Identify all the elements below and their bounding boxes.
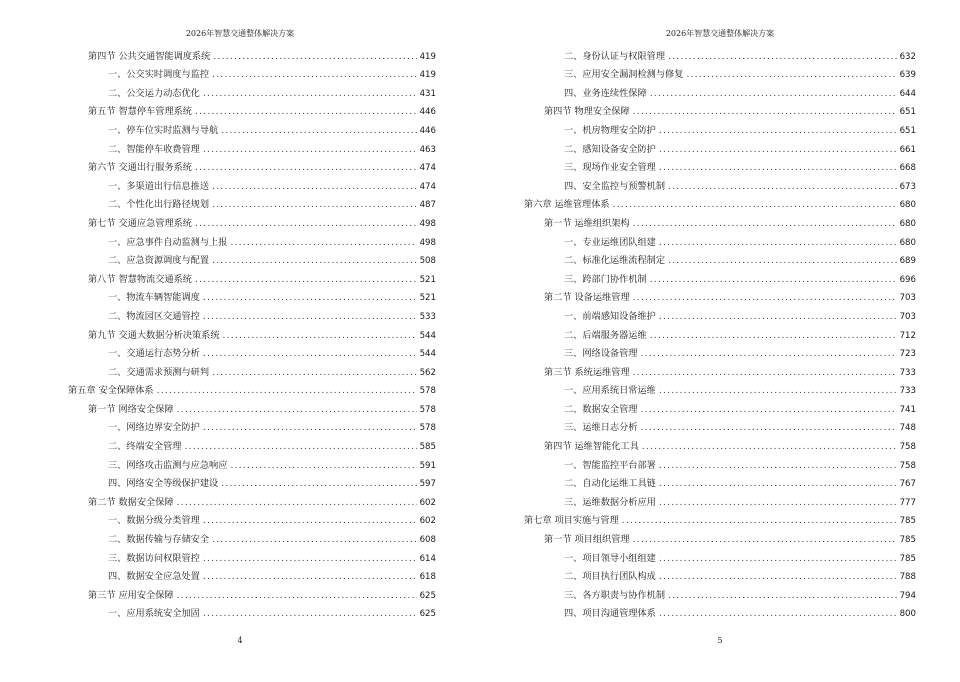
- toc-entry-page: 668: [899, 163, 916, 174]
- toc-entry-page: 431: [419, 88, 436, 99]
- dot-leader: [650, 88, 897, 100]
- toc-entry-page: 703: [899, 311, 916, 322]
- toc-entry[interactable]: [524, 44, 916, 63]
- toc-entry-page: 680: [899, 200, 916, 211]
- toc-entry-page: 644: [899, 88, 916, 99]
- toc-entry-page: 673: [899, 181, 916, 192]
- toc-entry-page: 446: [419, 125, 436, 136]
- toc-entry-title: 四、数据安全应急处置: [108, 571, 200, 583]
- toc-entry-page: 521: [419, 293, 436, 304]
- toc-entry-page: 544: [419, 330, 436, 341]
- toc-entry-page: 733: [899, 386, 916, 397]
- dot-leader: [633, 106, 897, 118]
- toc-entry-page: 758: [899, 460, 916, 471]
- toc-entry-title: 一、项目领导小组组建: [564, 552, 656, 564]
- toc-entry[interactable]: [68, 193, 436, 212]
- toc-entry-page: 741: [899, 404, 916, 415]
- toc-entry-page: 777: [899, 497, 916, 508]
- dot-leader: [203, 515, 417, 527]
- toc-entry-title: 一、应用系统安全加固: [108, 608, 200, 620]
- dot-leader: [650, 330, 897, 342]
- toc-entry-page: 578: [419, 404, 436, 415]
- toc-entry-page: 748: [899, 423, 916, 434]
- toc-entry-title: 二、个性化出行路径规划: [108, 199, 210, 211]
- dot-leader: [659, 162, 897, 174]
- dot-leader: [203, 311, 417, 323]
- dot-leader: [659, 311, 897, 323]
- toc-entry-page: 703: [899, 293, 916, 304]
- toc-entry[interactable]: [524, 230, 916, 249]
- dot-leader: [203, 144, 417, 156]
- dot-leader: [668, 181, 897, 193]
- toc-entry[interactable]: [68, 565, 436, 584]
- toc-entry[interactable]: [524, 453, 916, 472]
- toc-entry[interactable]: [68, 100, 436, 119]
- toc-entry[interactable]: [524, 472, 916, 491]
- toc-entry-page: 544: [419, 349, 436, 360]
- dot-leader: [213, 51, 416, 63]
- toc-entry[interactable]: [68, 472, 436, 491]
- toc-entry-page: 585: [419, 442, 436, 453]
- toc-entry[interactable]: [68, 583, 436, 602]
- dot-leader: [668, 51, 897, 63]
- toc-entry[interactable]: [524, 583, 916, 602]
- toc-entry-title: 二、智能停车收费管理: [108, 143, 200, 155]
- toc-entry-page: 785: [899, 553, 916, 564]
- toc-entry-title: 二、项目执行团队构成: [564, 571, 656, 583]
- toc-entry-title: 二、交通需求预测与研判: [108, 366, 210, 378]
- toc-entry[interactable]: [524, 81, 916, 100]
- toc-entry-page: 651: [899, 125, 916, 136]
- toc-entry[interactable]: [524, 490, 916, 509]
- dot-leader: [212, 534, 417, 546]
- dot-leader: [642, 441, 897, 453]
- toc-entry[interactable]: [68, 249, 436, 268]
- toc-entry-title: 第四节 公共交通智能调度系统: [88, 50, 211, 62]
- dot-leader: [659, 497, 897, 509]
- toc-entry[interactable]: [524, 63, 916, 82]
- toc-entry-title: 一、应急事件自动监测与上报: [108, 236, 228, 248]
- toc-entry-page: 733: [899, 367, 916, 378]
- toc-entry-page: 625: [419, 609, 436, 620]
- toc-entry[interactable]: [524, 267, 916, 286]
- toc-entry[interactable]: [524, 527, 916, 546]
- page-header: 2026年智慧交通整体解决方案: [665, 29, 775, 38]
- toc-entry-page: 419: [419, 51, 436, 62]
- toc-entry-page: 498: [419, 237, 436, 248]
- toc-entry-title: 第九节 交通大数据分析决策系统: [88, 329, 220, 341]
- toc-entry[interactable]: [68, 137, 436, 156]
- toc-entry[interactable]: [68, 527, 436, 546]
- toc-entry[interactable]: [68, 44, 436, 63]
- dot-leader: [212, 199, 417, 211]
- toc-entry-title: 第五节 智慧停车管理系统: [88, 106, 192, 118]
- dot-leader: [195, 274, 417, 286]
- toc-entry[interactable]: [68, 434, 436, 453]
- toc-entry-title: 四、安全监控与预警机制: [564, 180, 666, 192]
- toc-entry[interactable]: [68, 156, 436, 175]
- right-page: [480, 0, 960, 682]
- toc-entry-title: 二、应急资源调度与配置: [108, 255, 210, 267]
- toc-entry-page: 591: [419, 460, 436, 471]
- toc-entry[interactable]: [68, 286, 436, 305]
- toc-entry-page: 639: [899, 70, 916, 81]
- dot-leader: [203, 348, 417, 360]
- toc-entry-page: 562: [419, 367, 436, 378]
- toc-entry[interactable]: [524, 565, 916, 584]
- toc-entry-title: 第一节 运维组织架构: [544, 217, 630, 229]
- toc-entry-page: 651: [899, 107, 916, 118]
- toc-entry-page: 463: [419, 144, 436, 155]
- toc-entry-page: 614: [419, 553, 436, 564]
- dot-leader: [668, 255, 897, 267]
- toc-entry-title: 二、终端安全管理: [108, 441, 182, 453]
- toc-entry-title: 三、运维日志分析: [564, 422, 638, 434]
- toc-entry-title: 第三节 系统运维管理: [544, 366, 630, 378]
- dot-leader: [203, 88, 417, 100]
- toc-entry-title: 一、交通运行态势分析: [108, 348, 200, 360]
- toc-entry-title: 第四节 物理安全保障: [544, 106, 630, 118]
- toc-entry[interactable]: [524, 360, 916, 379]
- toc-entry-page: 602: [419, 497, 436, 508]
- toc-entry-page: 785: [899, 516, 916, 527]
- dot-leader: [633, 292, 897, 304]
- toc-entry-title: 二、感知设备安全防护: [564, 143, 656, 155]
- toc-entry[interactable]: [68, 118, 436, 137]
- toc-entry-page: 618: [419, 572, 436, 583]
- toc-entry-title: 一、公交实时调度与监控: [108, 69, 210, 81]
- dot-leader: [212, 367, 417, 379]
- dot-leader: [221, 478, 416, 490]
- toc-entry-title: 二、身份认证与权限管理: [564, 50, 666, 62]
- toc-entry-title: 第三节 应用安全保障: [88, 589, 174, 601]
- toc-entry-title: 一、停车位实时监测与导航: [108, 124, 219, 136]
- toc-entry[interactable]: [524, 286, 916, 305]
- toc-entry-page: 767: [899, 479, 916, 490]
- toc-entry-title: 第四节 运维智能化工具: [544, 441, 639, 453]
- dot-leader: [668, 590, 897, 602]
- dot-leader: [195, 162, 417, 174]
- toc-entry[interactable]: [68, 602, 436, 621]
- dot-leader: [659, 460, 897, 472]
- toc-entry-page: 680: [899, 237, 916, 248]
- toc-entry-title: 第二节 数据安全保障: [88, 496, 174, 508]
- toc-entry-page: 661: [899, 144, 916, 155]
- dot-leader: [203, 422, 417, 434]
- dot-leader: [659, 237, 897, 249]
- toc-entry-title: 一、数据分级分类管理: [108, 515, 200, 527]
- toc-entry[interactable]: [524, 546, 916, 565]
- dot-leader: [659, 478, 897, 490]
- toc-entry[interactable]: [68, 81, 436, 100]
- toc-entry[interactable]: [524, 156, 916, 175]
- toc-entry-page: 723: [899, 349, 916, 360]
- toc-entry[interactable]: [68, 416, 436, 435]
- dot-leader: [659, 608, 897, 620]
- toc-entry-title: 第二节 设备运维管理: [544, 292, 630, 304]
- toc-entry[interactable]: [524, 434, 916, 453]
- toc-entry-title: 第六章 运维管理体系: [524, 199, 610, 211]
- page-number: 5: [717, 636, 723, 645]
- toc-entry-title: 三、跨部门协作机制: [564, 273, 647, 285]
- toc-entry-title: 四、项目沟通管理体系: [564, 608, 656, 620]
- toc-entry-title: 三、应用安全漏洞检测与修复: [564, 69, 684, 81]
- toc-entry-title: 第一节 项目组织管理: [544, 534, 630, 546]
- toc-entry-title: 一、多渠道出行信息推送: [108, 180, 210, 192]
- dot-leader: [223, 330, 417, 342]
- toc-entry[interactable]: [68, 360, 436, 379]
- toc-entry[interactable]: [524, 193, 916, 212]
- toc-entry-title: 三、网络攻击监测与应急响应: [108, 459, 228, 471]
- dot-leader: [641, 404, 897, 416]
- toc-entry-page: 597: [419, 479, 436, 490]
- dot-leader: [230, 237, 416, 249]
- toc-entry[interactable]: [524, 174, 916, 193]
- toc-entry[interactable]: [524, 304, 916, 323]
- dot-leader: [195, 218, 417, 230]
- toc-entry-page: 474: [419, 181, 436, 192]
- dot-leader: [659, 125, 897, 137]
- toc-entry[interactable]: [524, 100, 916, 119]
- toc-list: [68, 44, 436, 620]
- toc-entry-page: 446: [419, 107, 436, 118]
- toc-entry[interactable]: [68, 490, 436, 509]
- toc-entry[interactable]: [68, 546, 436, 565]
- toc-entry-title: 一、专业运维团队组建: [564, 236, 656, 248]
- toc-entry-title: 二、标准化运维流程制定: [564, 255, 666, 267]
- toc-entry-page: 788: [899, 572, 916, 583]
- toc-entry-title: 二、物流园区交通管控: [108, 310, 200, 322]
- toc-entry[interactable]: [524, 323, 916, 342]
- dot-leader: [230, 460, 416, 472]
- toc-entry-title: 一、机房物理安全防护: [564, 124, 656, 136]
- toc-entry[interactable]: [68, 342, 436, 361]
- toc-entry-page: 487: [419, 200, 436, 211]
- toc-entry[interactable]: [68, 453, 436, 472]
- toc-entry[interactable]: [68, 211, 436, 230]
- dot-leader: [185, 441, 417, 453]
- toc-entry-title: 二、公交运力动态优化: [108, 87, 200, 99]
- dot-leader: [203, 553, 417, 565]
- dot-leader: [659, 553, 897, 565]
- toc-entry-page: 800: [899, 609, 916, 620]
- toc-entry-title: 四、网络安全等级保护建设: [108, 478, 219, 490]
- toc-entry-title: 一、网络边界安全防护: [108, 422, 200, 434]
- toc-entry[interactable]: [524, 397, 916, 416]
- dot-leader: [203, 608, 417, 620]
- dot-leader: [203, 571, 417, 583]
- toc-entry-title: 三、各方职责与协作机制: [564, 589, 666, 601]
- dot-leader: [641, 348, 897, 360]
- dot-leader: [221, 125, 416, 137]
- toc-entry-page: 533: [419, 311, 436, 322]
- toc-entry-title: 一、智能监控平台部署: [564, 459, 656, 471]
- toc-entry-page: 632: [899, 51, 916, 62]
- dot-leader: [212, 181, 417, 193]
- toc-entry[interactable]: [524, 602, 916, 621]
- toc-entry-page: 689: [899, 256, 916, 267]
- toc-entry-page: 794: [899, 590, 916, 601]
- toc-entry[interactable]: [68, 397, 436, 416]
- toc-entry[interactable]: [524, 416, 916, 435]
- toc-entry[interactable]: [68, 230, 436, 249]
- toc-entry-page: 696: [899, 274, 916, 285]
- dot-leader: [195, 106, 417, 118]
- toc-entry-title: 第七章 项目实施与管理: [524, 515, 619, 527]
- toc-entry[interactable]: [68, 304, 436, 323]
- toc-entry-title: 二、数据传输与存储安全: [108, 534, 210, 546]
- toc-entry[interactable]: [68, 379, 436, 398]
- dot-leader: [641, 422, 897, 434]
- toc-entry-title: 二、后端服务器运维: [564, 329, 647, 341]
- toc-entry-page: 608: [419, 535, 436, 546]
- toc-entry-page: 474: [419, 163, 436, 174]
- toc-entry-title: 三、数据访问权限管控: [108, 552, 200, 564]
- toc-entry[interactable]: [68, 323, 436, 342]
- toc-entry-page: 712: [899, 330, 916, 341]
- toc-entry-title: 四、业务连续性保障: [564, 87, 647, 99]
- toc-entry-page: 498: [419, 218, 436, 229]
- toc-entry-title: 三、现场作业安全管理: [564, 162, 656, 174]
- toc-entry-title: 第六节 交通出行服务系统: [88, 162, 192, 174]
- toc-entry[interactable]: [524, 509, 916, 528]
- toc-entry-page: 578: [419, 423, 436, 434]
- toc-entry-title: 三、运维数据分析应用: [564, 496, 656, 508]
- toc-entry[interactable]: [524, 342, 916, 361]
- toc-entry-page: 508: [419, 256, 436, 267]
- toc-entry-page: 785: [899, 535, 916, 546]
- dot-leader: [212, 255, 417, 267]
- page-header: 2026年智慧交通整体解决方案: [185, 29, 295, 38]
- toc-entry[interactable]: [524, 118, 916, 137]
- dot-leader: [613, 199, 897, 211]
- toc-entry-page: 578: [419, 386, 436, 397]
- toc-entry-page: 521: [419, 274, 436, 285]
- dot-leader: [633, 534, 897, 546]
- toc-entry-title: 第七节 交通应急管理系统: [88, 217, 192, 229]
- toc-entry-title: 二、自动化运维工具链: [564, 478, 656, 490]
- toc-entry[interactable]: [524, 249, 916, 268]
- dot-leader: [177, 404, 417, 416]
- dot-leader: [686, 69, 896, 81]
- toc-entry-page: 625: [419, 590, 436, 601]
- dot-leader: [177, 497, 417, 509]
- toc-entry[interactable]: [68, 267, 436, 286]
- toc-entry-title: 一、应用系统日常运维: [564, 385, 656, 397]
- toc-entry-title: 三、网络设备管理: [564, 348, 638, 360]
- toc-entry-page: 758: [899, 442, 916, 453]
- toc-entry-title: 第一节 网络安全保障: [88, 403, 174, 415]
- dot-leader: [659, 571, 897, 583]
- toc-entry-title: 一、物流车辆智能调度: [108, 292, 200, 304]
- toc-entry[interactable]: [524, 379, 916, 398]
- toc-entry[interactable]: [68, 63, 436, 82]
- dot-leader: [633, 218, 897, 230]
- toc-entry-title: 二、数据安全管理: [564, 403, 638, 415]
- toc-list: [524, 44, 916, 620]
- dot-leader: [659, 144, 897, 156]
- toc-entry-title: 第五章 安全保障体系: [68, 385, 154, 397]
- toc-entry-page: 419: [419, 70, 436, 81]
- dot-leader: [659, 385, 897, 397]
- dot-leader: [633, 367, 897, 379]
- toc-entry[interactable]: [68, 509, 436, 528]
- toc-entry-page: 602: [419, 516, 436, 527]
- toc-entry[interactable]: [68, 174, 436, 193]
- toc-entry-title: 一、前端感知设备维护: [564, 310, 656, 322]
- dot-leader: [650, 274, 897, 286]
- toc-entry-title: 第八节 智慧物流交通系统: [88, 273, 192, 285]
- dot-leader: [177, 590, 417, 602]
- page-number: 4: [237, 636, 243, 645]
- dot-leader: [203, 292, 417, 304]
- toc-entry[interactable]: [524, 137, 916, 156]
- toc-entry[interactable]: [524, 211, 916, 230]
- dot-leader: [212, 69, 417, 81]
- toc-entry-page: 680: [899, 218, 916, 229]
- dot-leader: [622, 515, 897, 527]
- dot-leader: [157, 385, 417, 397]
